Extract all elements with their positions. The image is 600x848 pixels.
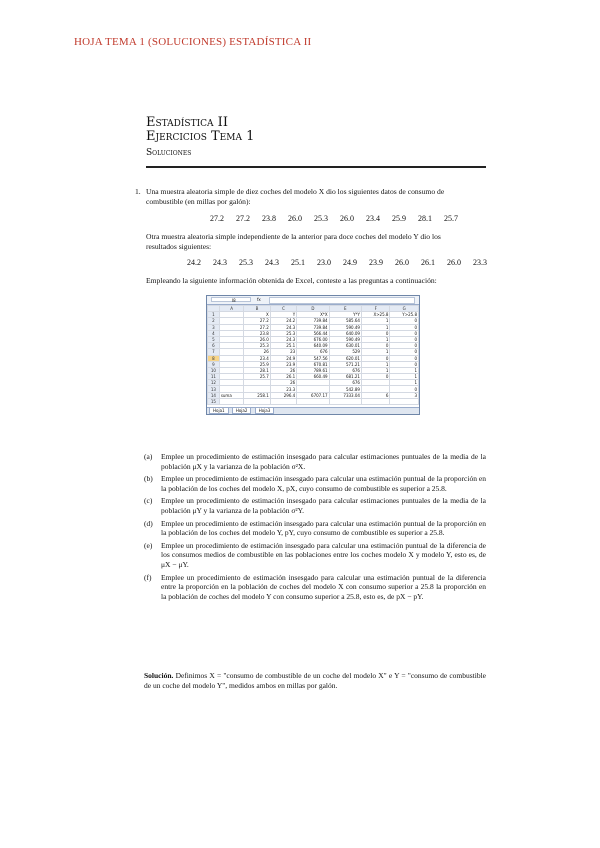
table-cell: 676 xyxy=(297,349,329,355)
table-cell: 0 xyxy=(390,330,419,336)
fx-icon: fx xyxy=(257,297,261,302)
x-value: 26.0 xyxy=(340,214,354,223)
exercises-title: Ejercicios Tema 1 xyxy=(146,129,255,144)
table-cell: 25.3 xyxy=(270,330,296,336)
table-cell: 0 xyxy=(390,336,419,342)
x-value: 26.0 xyxy=(288,214,302,223)
table-cell: 23 xyxy=(270,349,296,355)
x-value: 27.2 xyxy=(236,214,250,223)
row-header: 13 xyxy=(208,386,220,392)
question-item: (a) Emplee un procedimiento de estimación insesgado para calcular estimaciones puntuales de la media de la población μX y la varianza de la población σ²X. xyxy=(144,452,486,471)
x-value: 25.3 xyxy=(314,214,328,223)
row-header: 1 xyxy=(208,312,220,318)
table-cell: 1 xyxy=(390,380,419,386)
column-header: C xyxy=(270,306,296,312)
y-value: 26.0 xyxy=(395,258,409,267)
table-cell: 676 xyxy=(329,367,361,373)
spreadsheet-grid xyxy=(207,305,419,405)
table-cell: 1 xyxy=(361,318,390,324)
table-cell: 640.09 xyxy=(297,343,329,349)
intro-line-1: Una muestra aleatoria simple de diez coches del modelo X dio los siguientes datos de consumo de xyxy=(146,187,445,196)
solutions-subtitle: Soluciones xyxy=(146,148,192,158)
table-cell: 1 xyxy=(361,336,390,342)
table-cell: 23.8 xyxy=(244,330,270,336)
table-cell: 681.21 xyxy=(329,374,361,380)
table-cell: 27.2 xyxy=(244,318,270,324)
x-value: 27.2 xyxy=(210,214,224,223)
y-value: 23.3 xyxy=(473,258,487,267)
table-cell: 7333.04 xyxy=(329,392,361,398)
sheet-tab: Hoja1 xyxy=(209,408,229,414)
table-cell: 0 xyxy=(390,361,419,367)
table-cell xyxy=(390,398,419,404)
table-cell: 1 xyxy=(361,367,390,373)
table-cell: 630.01 xyxy=(329,343,361,349)
table-cell: 620.01 xyxy=(329,355,361,361)
table-cell: X*X xyxy=(297,312,329,318)
table-cell: 6707.17 xyxy=(297,392,329,398)
table-cell: 26 xyxy=(244,349,270,355)
table-cell: 0 xyxy=(390,355,419,361)
excel-screenshot xyxy=(206,295,420,415)
table-cell: 23.3 xyxy=(270,386,296,392)
table-row xyxy=(208,398,419,404)
table-cell: suma xyxy=(219,392,244,398)
table-cell: 739.84 xyxy=(297,318,329,324)
intro-line-2: combustible (en millas por galón): xyxy=(146,197,251,206)
sheet-tabs xyxy=(207,407,419,414)
excel-intro: Empleando la siguiente información obtenida de Excel, conteste a las preguntas a continuación: xyxy=(146,276,437,285)
row-header: 14 xyxy=(208,392,220,398)
table-cell: 0 xyxy=(361,343,390,349)
y-value: 26.0 xyxy=(447,258,461,267)
table-cell: 547.56 xyxy=(297,355,329,361)
table-cell: 26 xyxy=(270,367,296,373)
table-cell: 660.49 xyxy=(297,374,329,380)
y-value: 24.9 xyxy=(343,258,357,267)
row-header: 8 xyxy=(208,355,220,361)
table-cell: 789.61 xyxy=(297,367,329,373)
table-cell: 25.1 xyxy=(270,343,296,349)
table-cell: 26.1 xyxy=(270,374,296,380)
y-value: 24.3 xyxy=(265,258,279,267)
table-cell: 3 xyxy=(390,392,419,398)
table-cell: 0 xyxy=(390,318,419,324)
x-value: 23.4 xyxy=(366,214,380,223)
table-cell: 529 xyxy=(329,349,361,355)
sheet-tab: Hoja2 xyxy=(232,408,252,414)
table-cell: X xyxy=(244,312,270,318)
row-header: 6 xyxy=(208,343,220,349)
x-data-row xyxy=(210,214,465,223)
table-cell: 676.00 xyxy=(297,336,329,342)
table-cell: 25.3 xyxy=(244,343,270,349)
table-cell xyxy=(270,398,296,404)
name-box: I8 xyxy=(211,297,251,302)
table-cell: Y xyxy=(270,312,296,318)
table-cell: 0 xyxy=(390,386,419,392)
formula-input xyxy=(269,297,415,304)
table-cell xyxy=(219,398,244,404)
row-header: 5 xyxy=(208,336,220,342)
solution-text: Definimos X = "consumo de combustible de un coche del modelo X" e Y = "consumo de combustible de un coche del modelo Y", medidos ambos en millas por galón. xyxy=(144,671,487,690)
table-cell xyxy=(361,398,390,404)
table-cell: 0 xyxy=(390,343,419,349)
table-cell: 28.1 xyxy=(244,367,270,373)
x-value: 23.8 xyxy=(262,214,276,223)
table-cell: 1 xyxy=(390,367,419,373)
table-cell: 25.7 xyxy=(244,374,270,380)
row-header: 4 xyxy=(208,330,220,336)
table-cell: 296.4 xyxy=(270,392,296,398)
row-header: 9 xyxy=(208,361,220,367)
table-cell: 1 xyxy=(361,361,390,367)
row-header: 7 xyxy=(208,349,220,355)
table-cell: 24.3 xyxy=(270,336,296,342)
formula-bar xyxy=(207,296,419,305)
row-header: 15 xyxy=(208,398,220,404)
table-cell: 1 xyxy=(390,374,419,380)
question-item: (d) Emplee un procedimiento de estimación insesgado para calcular una estimación puntual de la proporción en la población de los coches del modelo Y, pY, cuyo consumo de combustible es superior a 25.8. xyxy=(144,518,486,538)
y-value: 23.0 xyxy=(317,258,331,267)
table-cell: 258.1 xyxy=(244,392,270,398)
solution-label: Solución. xyxy=(144,671,174,680)
table-cell: 0 xyxy=(390,324,419,330)
table-cell: 566.44 xyxy=(297,330,329,336)
table-cell: 0 xyxy=(361,355,390,361)
table-cell xyxy=(297,398,329,404)
column-header: F xyxy=(361,306,390,312)
title-block xyxy=(146,116,486,158)
table-cell xyxy=(329,398,361,404)
table-cell: 25.9 xyxy=(244,361,270,367)
question-list xyxy=(144,452,486,604)
table-cell xyxy=(244,398,270,404)
table-cell: 670.81 xyxy=(297,361,329,367)
table-cell: 27.2 xyxy=(244,324,270,330)
page-header: HOJA TEMA 1 (SOLUCIONES) ESTADÍSTICA II xyxy=(74,36,312,48)
title-rule xyxy=(146,166,486,168)
y-value: 26.1 xyxy=(421,258,435,267)
column-header: B xyxy=(244,306,270,312)
x-value: 25.7 xyxy=(444,214,458,223)
table-cell: 23.4 xyxy=(244,355,270,361)
table-cell: 26.0 xyxy=(244,336,270,342)
table-cell: 640.09 xyxy=(329,330,361,336)
question-item: (b) Emplee un procedimiento de estimación insesgado para calcular una estimación puntual de la proporción en la población de los coches del modelo X, pX, cuyo consumo de combustible es superior a 25.8. xyxy=(144,474,486,493)
table-cell: 0 xyxy=(361,374,390,380)
table-cell: 590.49 xyxy=(329,336,361,342)
column-header: D xyxy=(297,306,329,312)
question-item: (c) Emplee un procedimiento de estimación insesgado para calcular estimaciones puntuales de la media de la población μY y la varianza de la población σ²Y. xyxy=(144,496,486,515)
question-item: (e) Emplee un procedimiento de estimación insesgado para calcular una estimación puntual de la diferencia de los consumos medios de combustible en las poblaciones entre los coches modelo X y modelo Y, esto es, de μX − μY. xyxy=(144,540,486,569)
y-data-row xyxy=(187,258,494,267)
table-cell: 542.89 xyxy=(329,386,361,392)
y-value: 25.1 xyxy=(291,258,305,267)
sheet-tab: Hoja3 xyxy=(255,408,275,414)
table-cell: 26 xyxy=(270,380,296,386)
table-cell: 24.3 xyxy=(270,324,296,330)
y-value: 24.3 xyxy=(213,258,227,267)
y-intro-line-2: resultados siguientes: xyxy=(146,242,212,251)
row-header: 2 xyxy=(208,318,220,324)
row-header: 3 xyxy=(208,324,220,330)
solution-paragraph xyxy=(144,671,486,691)
row-header: 10 xyxy=(208,367,220,373)
y-intro-line-1: Otra muestra aleatoria simple independiente de la anterior para doce coches del modelo Y dio los xyxy=(146,232,441,241)
y-value: 25.3 xyxy=(239,258,253,267)
table-cell: 24.9 xyxy=(270,355,296,361)
x-value: 28.1 xyxy=(418,214,432,223)
x-value: 25.9 xyxy=(392,214,406,223)
problem-number: 1. xyxy=(135,187,141,196)
table-cell: 739.84 xyxy=(297,324,329,330)
row-header: 12 xyxy=(208,380,220,386)
column-header: E xyxy=(329,306,361,312)
question-item: (f) Emplee un procedimiento de estimación insesgado para calcular una estimación puntual de la diferencia entre la proporción en la población de coches del modelo X con consumo superior a 25.8 la proporción en la población de coches del modelo Y con consumo superior a 25.8, esto es, de pX − pY. xyxy=(144,572,486,601)
column-header: A xyxy=(219,306,244,312)
table-cell: 676 xyxy=(329,380,361,386)
table-cell: 23.9 xyxy=(270,361,296,367)
table-cell: 0 xyxy=(361,330,390,336)
table-cell: 6 xyxy=(361,392,390,398)
table-cell: 571.21 xyxy=(329,361,361,367)
table-cell: 0 xyxy=(390,349,419,355)
table-cell: 1 xyxy=(361,349,390,355)
table-cell: 1 xyxy=(361,324,390,330)
table-cell: Y>25.8 xyxy=(390,312,419,318)
table-cell: 590.49 xyxy=(329,324,361,330)
table-cell: 585.64 xyxy=(329,318,361,324)
table-cell: X>25.8 xyxy=(361,312,390,318)
row-header: 11 xyxy=(208,374,220,380)
table-cell: 24.2 xyxy=(270,318,296,324)
table-cell: Y*Y xyxy=(329,312,361,318)
course-title: Estadística II xyxy=(146,115,228,130)
column-header: G xyxy=(390,306,419,312)
y-value: 23.9 xyxy=(369,258,383,267)
y-value: 24.2 xyxy=(187,258,201,267)
